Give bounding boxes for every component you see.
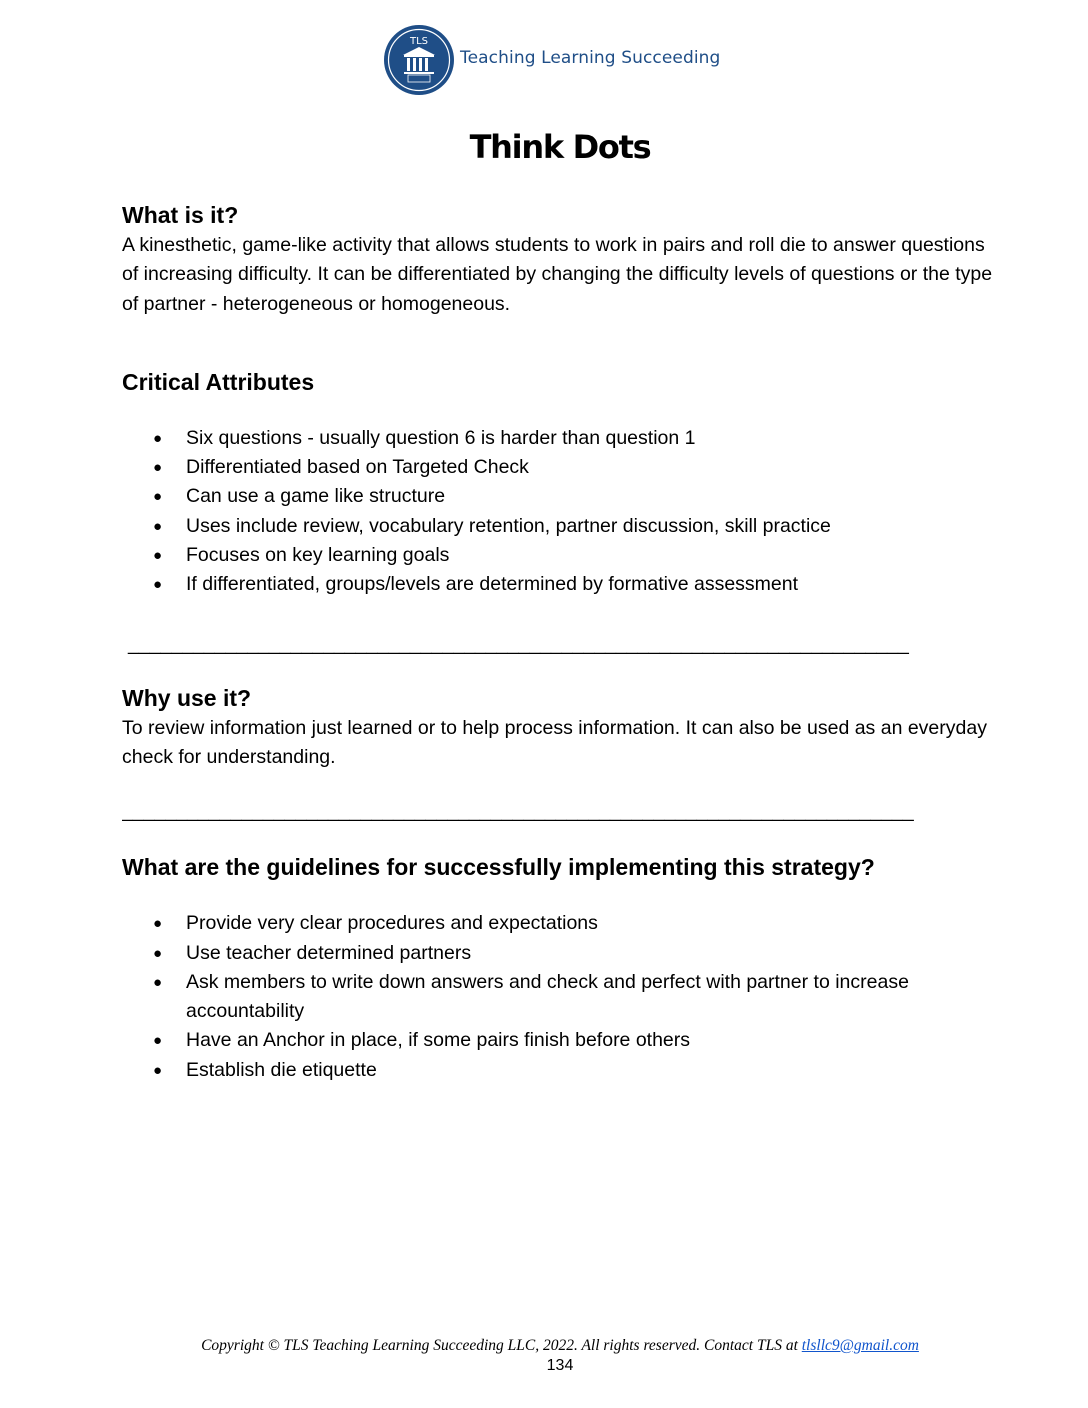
copyright-text: Copyright © TLS Teaching Learning Succeeding LLC, 2022. All rights reserved. Contact TLS at [201, 1337, 802, 1354]
bullet-list [122, 909, 1002, 1085]
list-item: ● Provide very clear procedures and expectations [122, 909, 1002, 938]
separator-line: ________________________________________________________________________ [128, 632, 909, 655]
bullet-icon: ● [153, 1061, 163, 1079]
list-item: ● Use teacher determined partners [122, 939, 1002, 968]
brand-name: Teaching Learning Succeeding [460, 48, 721, 68]
page-number: 134 [546, 1357, 574, 1374]
bullet-icon: ● [153, 547, 163, 565]
list-item: ● Uses include review, vocabulary retention, partner discussion, skill practice [122, 512, 1002, 541]
header [383, 24, 720, 96]
section-heading: Critical Attributes [122, 368, 315, 395]
page-title: Think Dots [469, 128, 651, 166]
list-item: ● Focuses on key learning goals [122, 541, 1002, 570]
bullet-icon: ● [153, 944, 163, 962]
footer-copyright [0, 1336, 1088, 1356]
bullet-list [122, 424, 1002, 600]
separator-line: _________________________________________________________________________ [122, 800, 914, 823]
section-critical-attributes [122, 366, 1002, 600]
section-why-use-it [122, 682, 1002, 773]
section-body: To review information just learned or to help process information. It can also be used as an everyday check for understanding. [122, 716, 987, 768]
list-item: ● Have an Anchor in place, if some pairs finish before others [122, 1026, 1002, 1055]
bullet-icon: ● [153, 459, 163, 477]
document-body [122, 199, 1002, 1085]
section-heading: What are the guidelines for successfully implementing this strategy? [122, 854, 875, 881]
bullet-icon: ● [153, 973, 163, 991]
list-item: ● Ask members to write down answers and check and perfect with partner to increase accountability [122, 968, 1002, 1027]
bullet-icon: ● [153, 1032, 163, 1050]
list-item: ● Six questions - usually question 6 is harder than question 1 [122, 424, 1002, 453]
tls-logo-seal [383, 24, 455, 96]
list-item: ● Establish die etiquette [122, 1056, 1002, 1085]
section-guidelines [122, 851, 1002, 1085]
section-what-is-it [122, 199, 1002, 319]
bullet-icon: ● [153, 488, 163, 506]
section-heading: What is it? [122, 202, 239, 228]
bullet-icon: ● [153, 576, 163, 594]
list-item: ● Can use a game like structure [122, 482, 1002, 511]
section-heading: Why use it? [122, 684, 252, 711]
list-item: ● If differentiated, groups/levels are determined by formative assessment [122, 570, 1002, 599]
section-body: A kinesthetic, game-like activity that allows students to work in pairs and roll die to answer questions of increasing difficulty. It can be differentiated by changing the difficulty levels of questions or the type of partner - heterogeneous or homogeneous. [122, 234, 993, 315]
bullet-icon: ● [153, 915, 163, 933]
bullet-icon: ● [153, 517, 163, 535]
list-item: ● Differentiated based on Targeted Check [122, 453, 1002, 482]
contact-email-link[interactable]: tlsllc9@gmail.com [801, 1337, 919, 1354]
bullet-icon: ● [153, 429, 163, 447]
logo-text: TLS [409, 36, 429, 47]
